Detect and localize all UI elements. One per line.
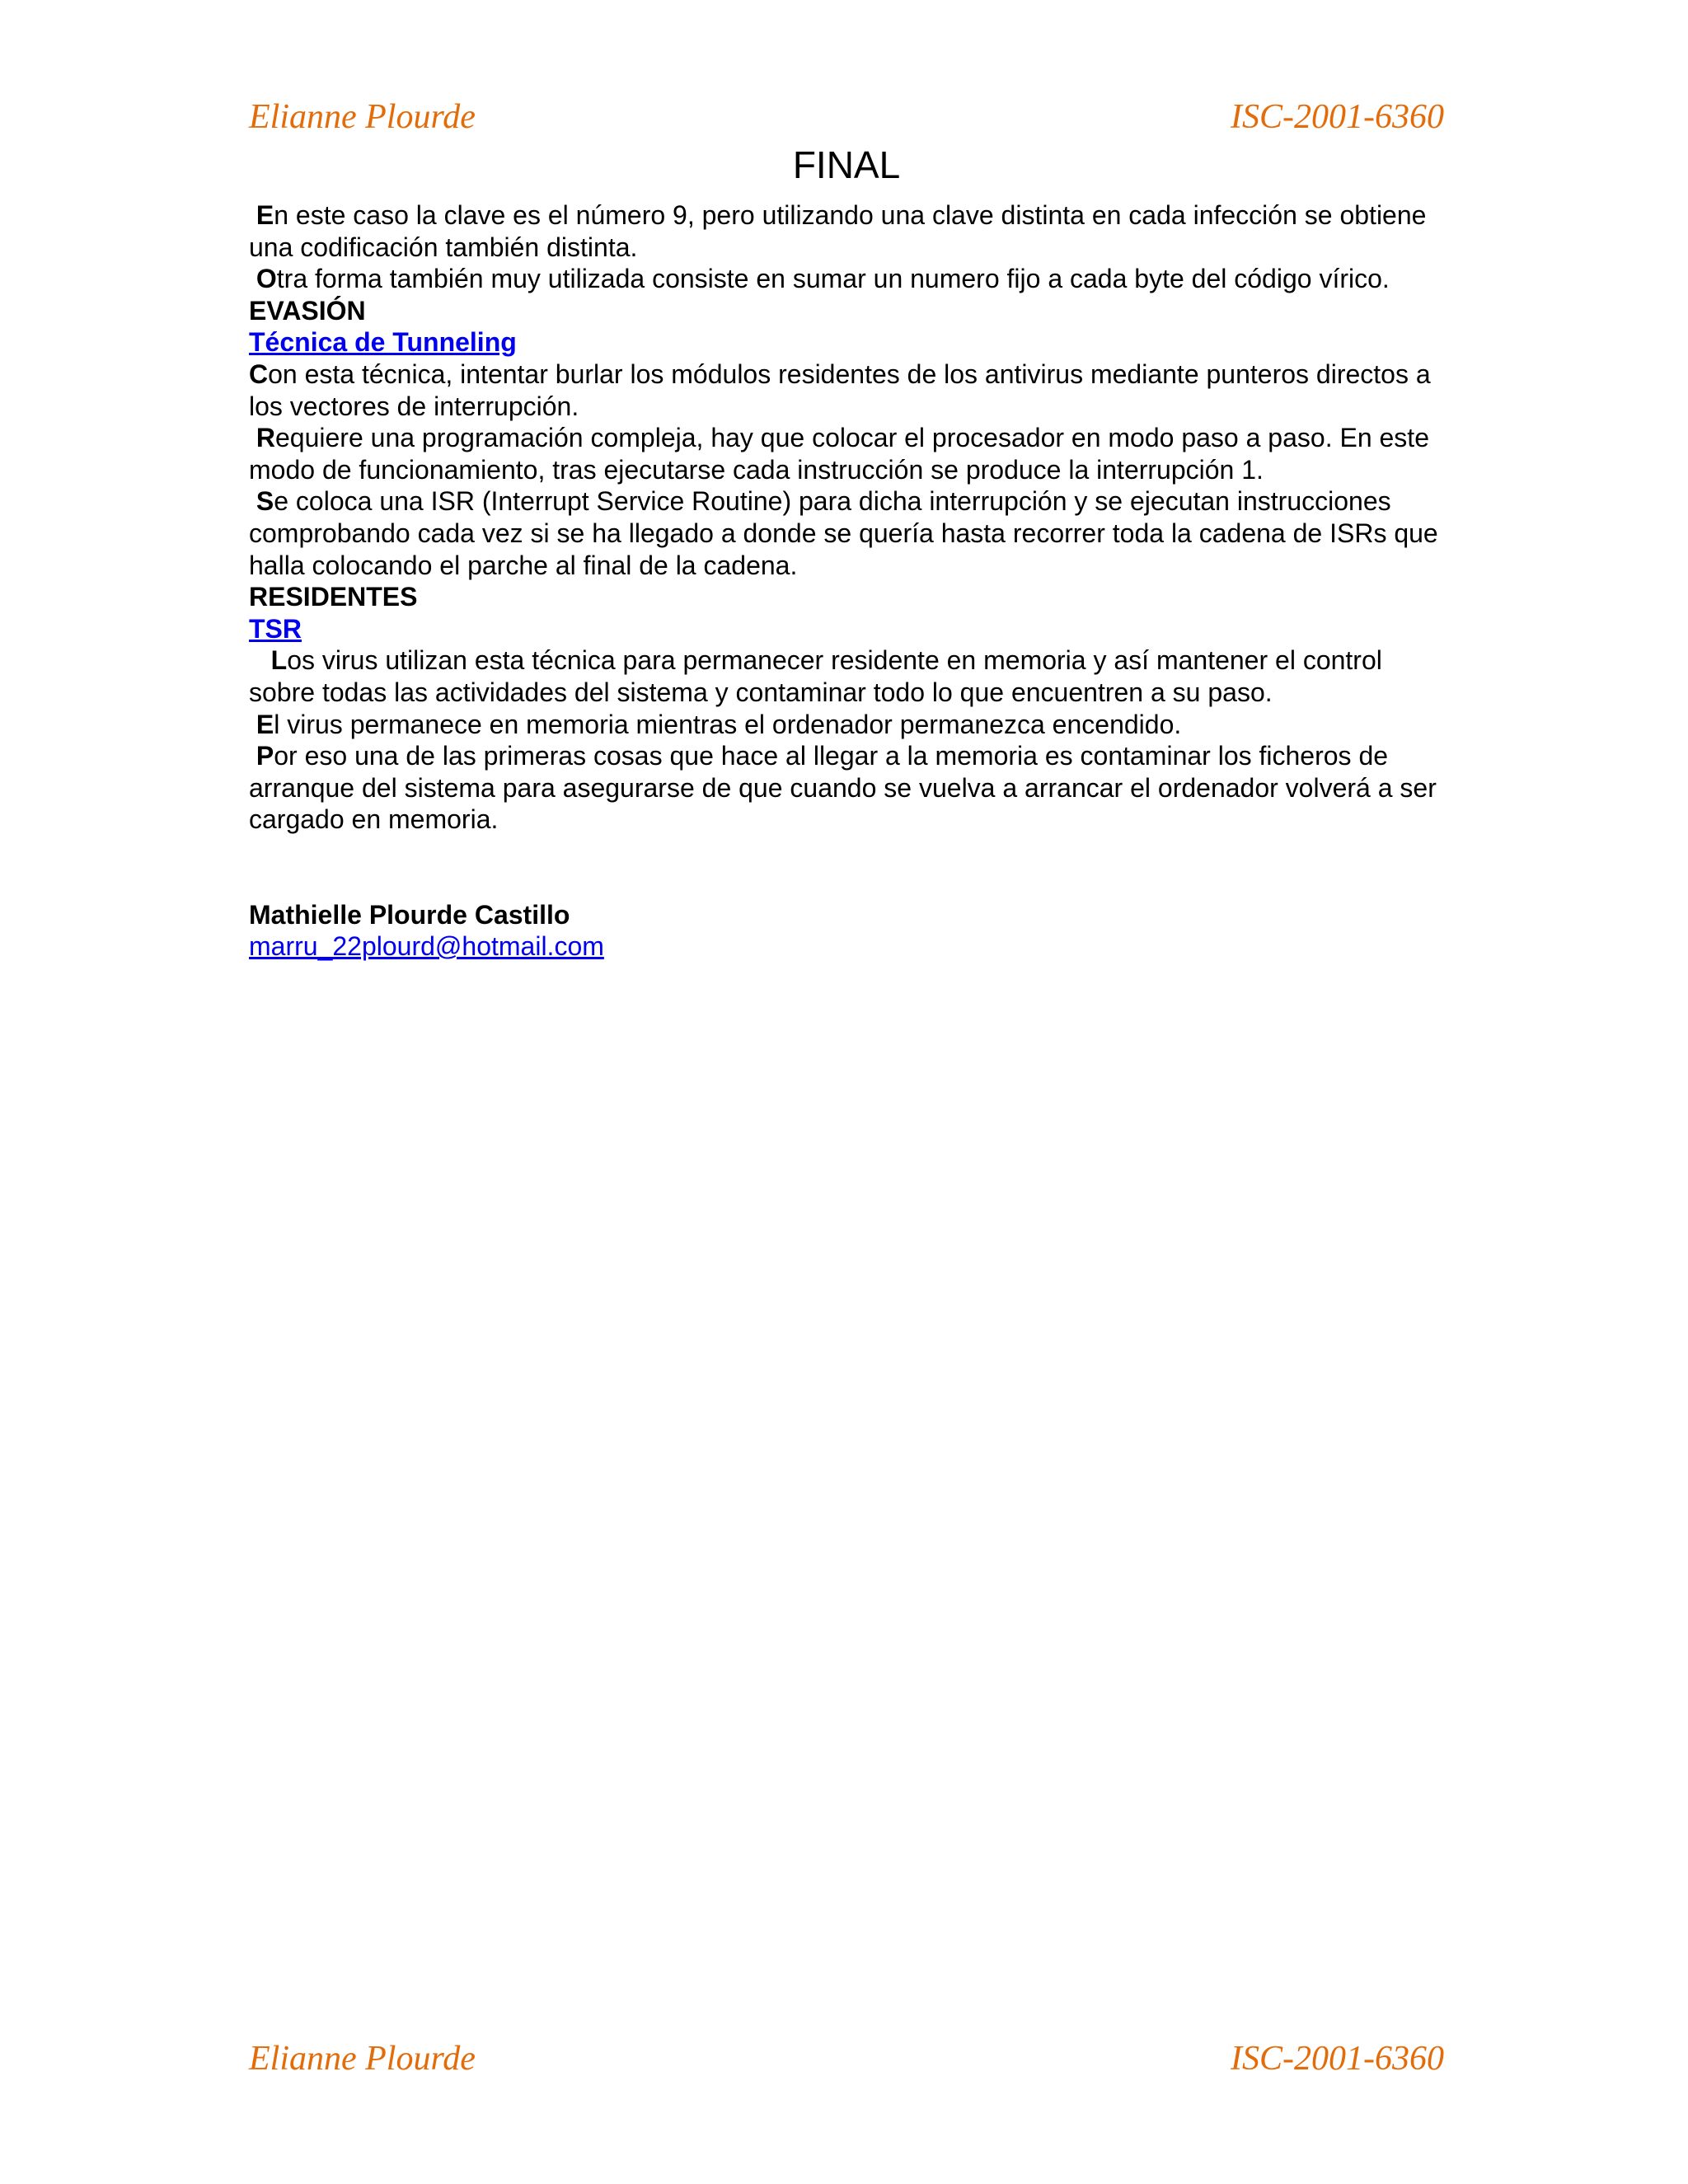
paragraph-text: on esta técnica, intentar burlar los módulos residentes de los antivirus mediante punteros directos a los vectores de interrupción. [249,359,1431,421]
subheading-link-tsr-wrapper [249,613,1444,645]
page-header [249,97,1444,147]
paragraph-text: or eso una de las primeras cosas que hace al llegar a la memoria es contaminar los ficheros de arranque del sistema para asegurarse de que cuando se vuelva a arrancar el ordenador volverá a ser cargado en memoria. [249,741,1437,835]
page-title: FINAL [792,143,901,186]
section-heading-residentes: RESIDENTES [249,582,418,612]
header-author: Elianne Plourde [249,98,476,136]
paragraph-isr [249,485,1444,581]
signature-name: Mathielle Plourde Castillo [249,899,570,930]
section-heading-evasion: EVASIÓN [249,295,366,326]
spacer [249,836,1444,899]
paragraph-requiere [249,422,1444,485]
footer-author: Elianne Plourde [249,2040,476,2078]
paragraph-text: os virus utilizan esta técnica para permanecer residente en memoria y así mantener el control sobre todas las actividades del sistema y contaminar todo lo que encuentren a su paso. [249,645,1382,707]
tunneling-link[interactable]: Técnica de Tunneling [249,327,517,358]
paragraph-permanece [249,709,1444,741]
paragraph-otra-forma [249,263,1444,295]
header-code: ISC-2001-6360 [1231,98,1444,136]
subheading-link-tunneling-wrapper [249,326,1444,359]
initial-letter: E [256,709,274,739]
footer-code: ISC-2001-6360 [1231,2040,1444,2078]
paragraph-tecnica [249,359,1444,422]
initial-letter: O [256,264,277,294]
initial-letter: L [270,645,288,676]
initial-letter: E [256,200,274,230]
initial-letter: R [256,423,275,453]
signature-email-wrapper [249,930,1444,963]
paragraph-text: e coloca una ISR (Interrupt Service Routine) para dicha interrupción y se ejecutan instrucciones comprobando cada vez si se ha llegado a donde se quería hasta recorrer toda la cadena de ISRs que halla colocando el parche al final de la cadena. [249,486,1438,580]
page-footer [249,2039,1444,2088]
paragraph-text: n este caso la clave es el número 9, pero utilizando una clave distinta en cada infección se obtiene una codificación también distinta. [249,200,1427,262]
tsr-link[interactable]: TSR [249,613,302,644]
paragraph-text: equiere una programación compleja, hay que colocar el procesador en modo paso a paso. En este modo de funcionamiento, tras ejecutarse cada instrucción se produce la interrupción 1. [249,423,1429,485]
email-link[interactable]: marru_22plourd@hotmail.com [249,931,604,962]
paragraph-text: tra forma también muy utilizada consiste en sumar un numero fijo a cada byte del código vírico. [276,264,1390,294]
paragraph-los-virus [249,644,1444,708]
initial-letter: P [256,741,274,771]
initial-letter: C [249,359,269,389]
paragraph-text: l virus permanece en memoria mientras el ordenador permanezca encendido. [274,709,1182,739]
paragraph-por-eso [249,740,1444,836]
initial-letter: S [256,486,274,517]
document-body [249,199,1444,963]
paragraph-clave [249,199,1444,263]
